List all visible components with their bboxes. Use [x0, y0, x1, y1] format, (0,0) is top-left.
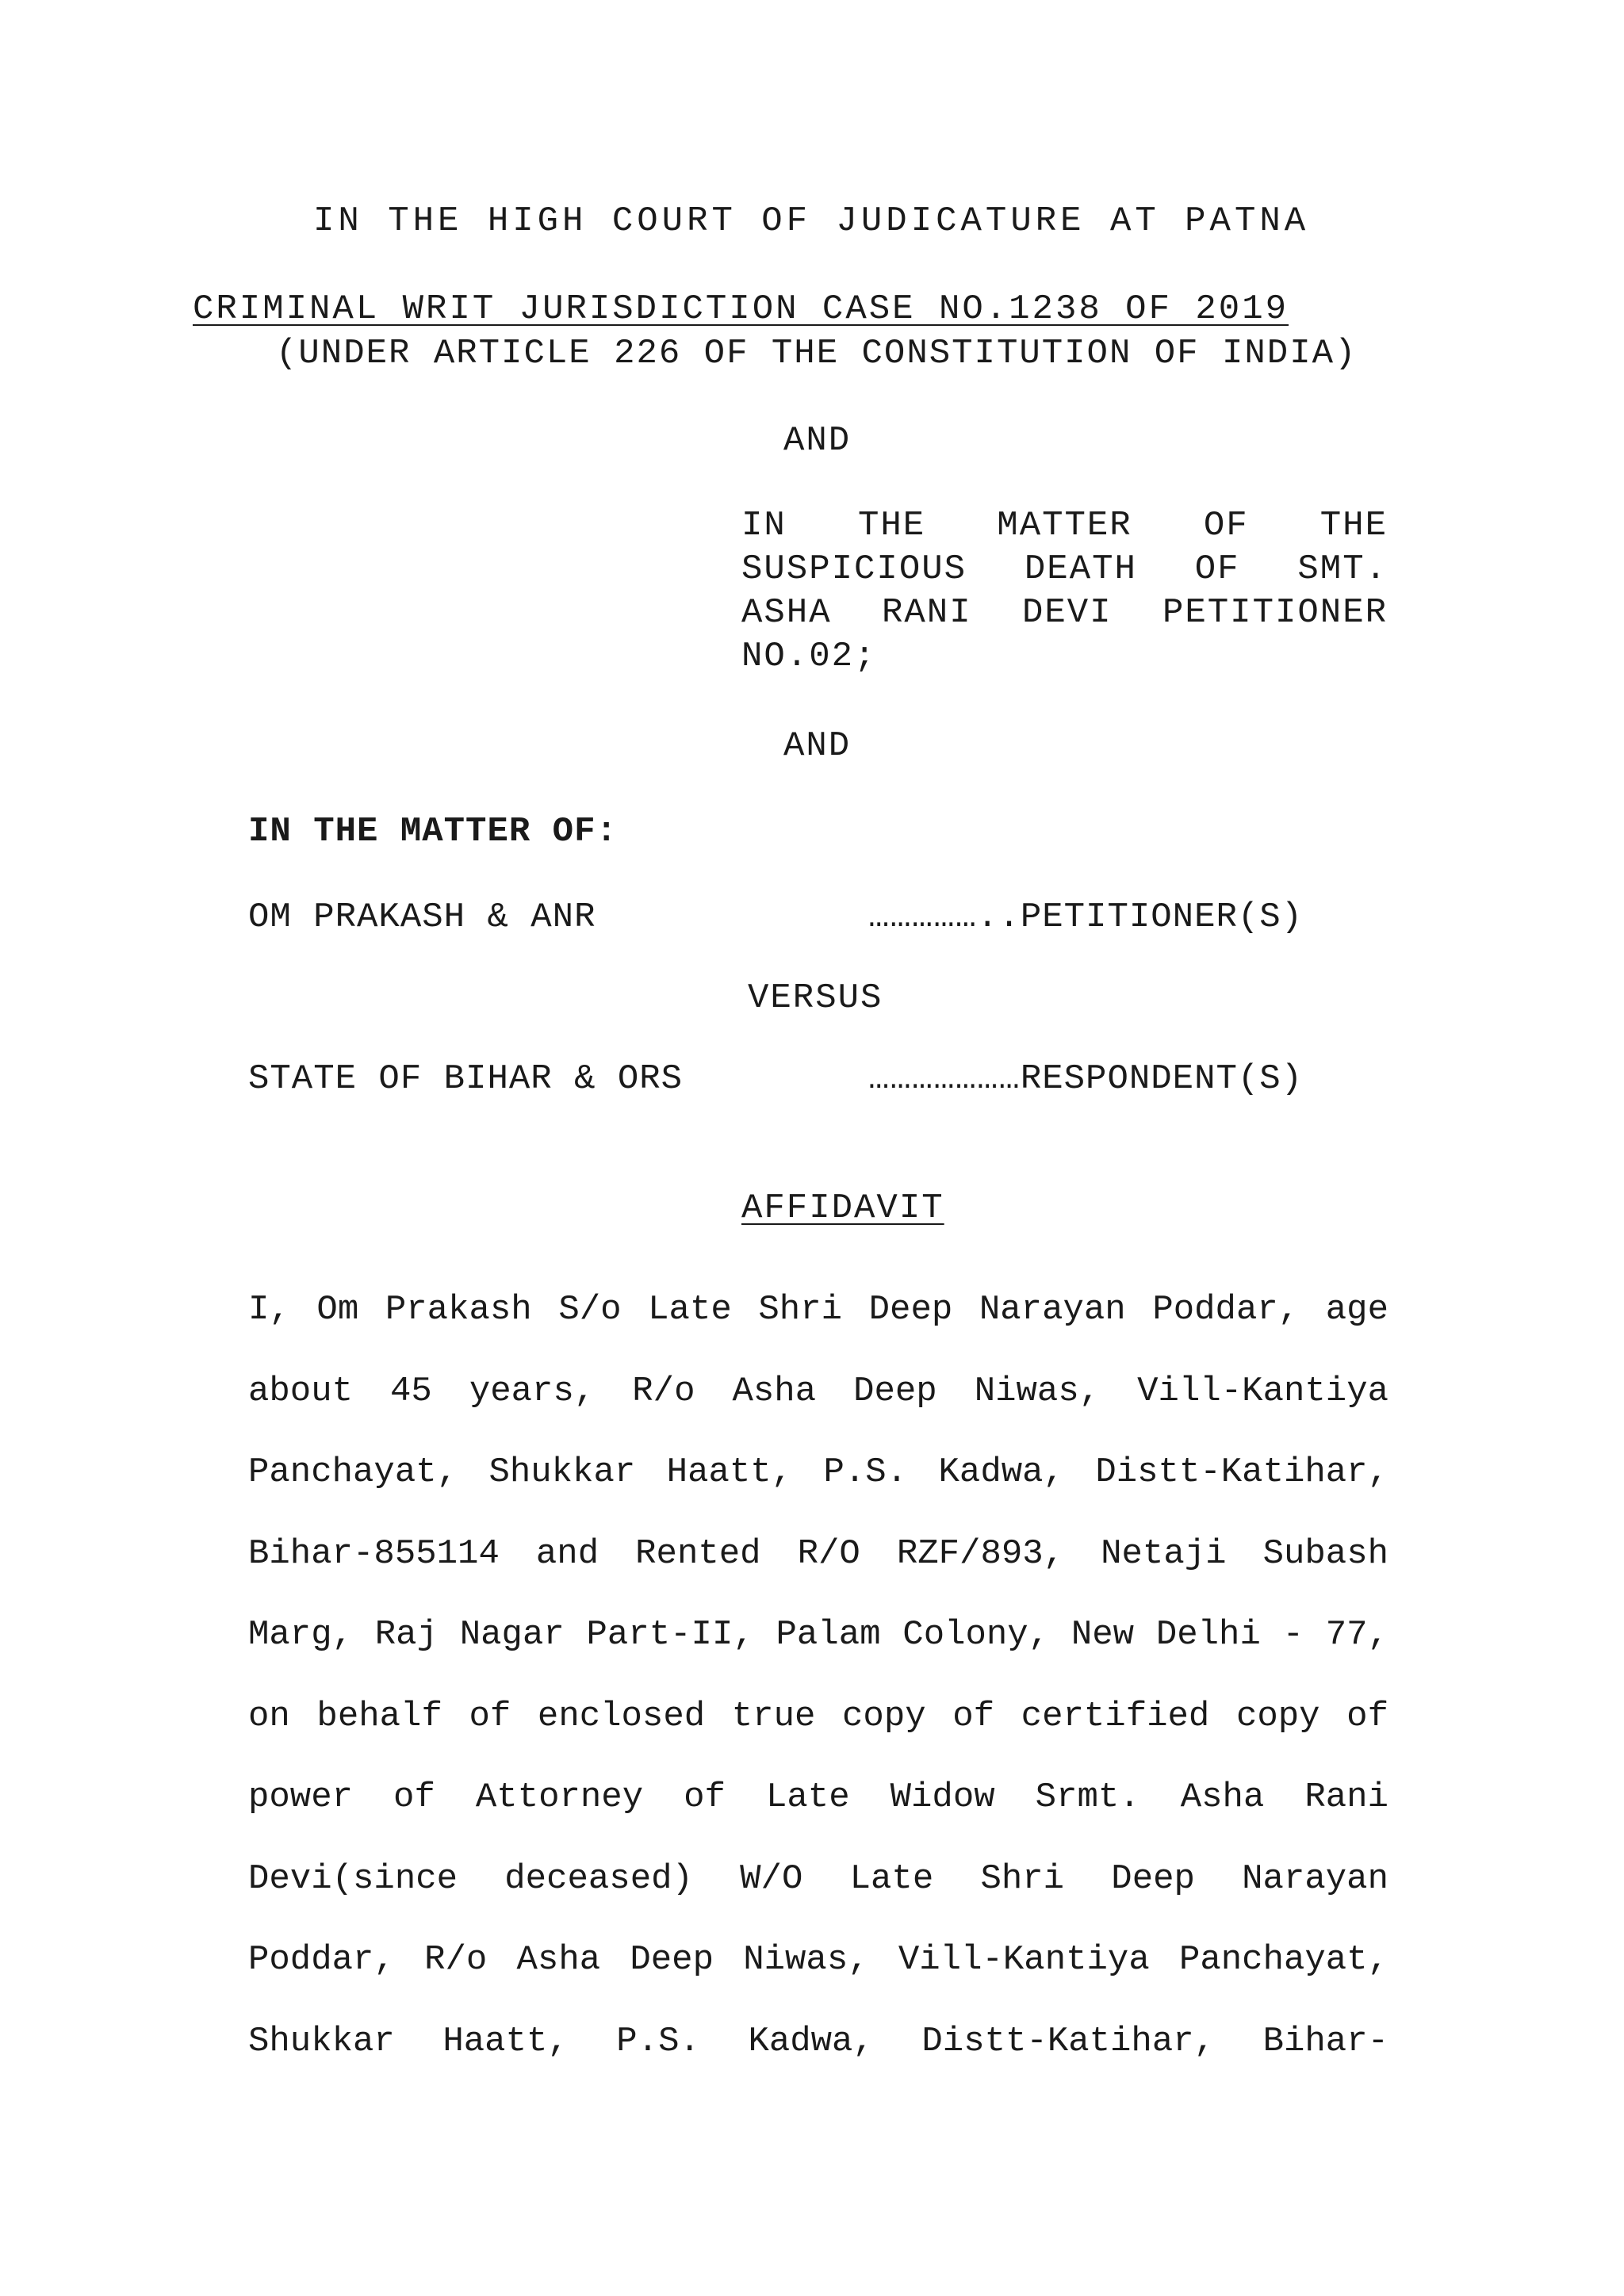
article-line: (UNDER ARTICLE 226 OF THE CONSTITUTION OF INDIA): [276, 334, 1358, 373]
petitioner-name: OM PRAKASH & ANR: [248, 897, 596, 937]
petitioner-label: ……………..PETITIONER(S): [868, 897, 1304, 937]
and-label: AND: [783, 726, 852, 766]
in-the-matter-heading: IN THE MATTER OF:: [248, 812, 618, 851]
respondent-name: STATE OF BIHAR & ORS: [248, 1059, 684, 1099]
matter-block: IN THE MATTER OF THE SUSPICIOUS DEATH OF SMT. ASHA RANI DEVI PETITIONER NO.02;: [741, 506, 1388, 676]
versus-label: VERSUS: [748, 978, 883, 1018]
case-title: CRIMINAL WRIT JURISDICTION CASE NO.1238 OF 2019: [193, 289, 1289, 329]
court-title: IN THE HIGH COURT OF JUDICATURE AT PATNA: [313, 201, 1310, 241]
and-label: AND: [783, 421, 852, 461]
affidavit-heading: AFFIDAVIT: [741, 1188, 944, 1228]
affidavit-body: I, Om Prakash S/o Late Shri Deep Narayan Poddar, age about 45 years, R/o Asha Deep Niwas, Vill-Kantiya Panchayat, Shukkar Haatt, P.S. Kadwa, Distt-Katihar, Bihar-855114 and Rented R/O RZF/893, Netaji Subash Marg, Raj Nagar Part-II, Palam Colony, New Delhi - 77, on behalf of enclosed true copy of certified copy of power of Attorney of Late Widow Srmt. Asha Rani Devi(since deceased) W/O Late Shri Deep Narayan Poddar, R/o Asha Deep Niwas, Vill-Kantiya Panchayat, Shukkar Haatt, P.S. Kadwa, Distt-Katihar, Bihar-: [248, 1290, 1388, 2061]
respondent-label: …………………RESPONDENT(S): [868, 1059, 1304, 1099]
